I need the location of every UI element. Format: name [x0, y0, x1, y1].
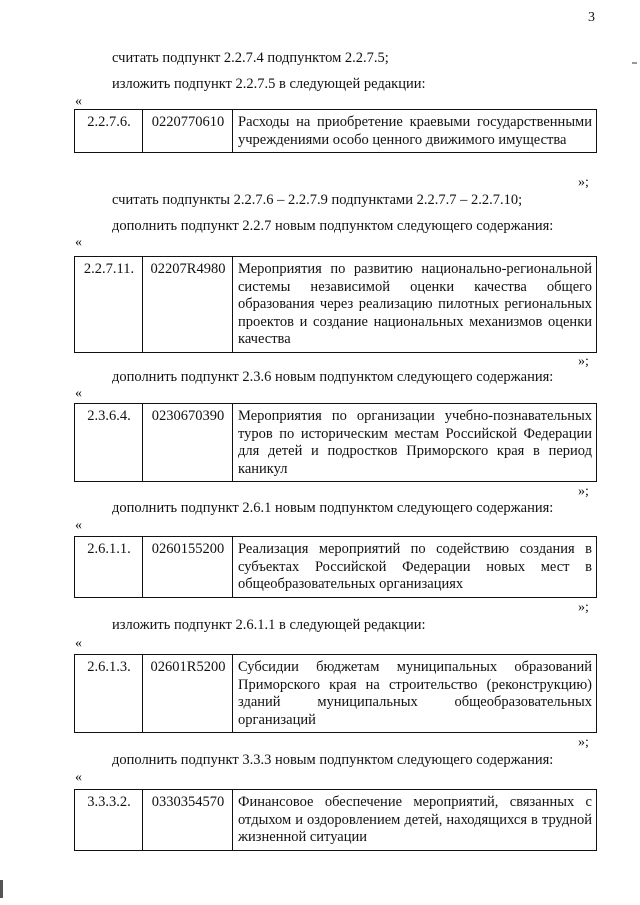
opening-quote: « [75, 386, 82, 401]
table-row [75, 257, 597, 353]
item-kbk-code: 02207R4980 [143, 257, 233, 353]
item-kbk-code: 02601R5200 [143, 655, 233, 733]
item-code: 3.3.3.2. [75, 790, 143, 851]
item-table [74, 109, 597, 153]
paragraph: дополнить подпункт 2.2.7 новым подпунктом следующего содержания: [112, 218, 554, 234]
item-table [74, 654, 597, 733]
item-kbk-code: 0220770610 [143, 110, 233, 153]
item-table [74, 789, 597, 851]
paragraph: дополнить подпункт 2.3.6 новым подпунктом следующего содержания: [112, 369, 554, 385]
opening-quote: « [75, 636, 82, 651]
table-row [75, 537, 597, 598]
table-row [75, 404, 597, 482]
item-kbk-code: 0260155200 [143, 537, 233, 598]
table-row [75, 655, 597, 733]
closing-quote: »; [578, 175, 589, 190]
table-row [75, 110, 597, 153]
paragraph: изложить подпункт 2.6.1.1 в следующей редакции: [112, 617, 426, 633]
item-description: Мероприятия по организации учебно-познавательных туров по историческим местам Российской Федерации для детей и подростков Приморского края в период каникул [233, 404, 597, 482]
opening-quote: « [75, 518, 82, 533]
paragraph: дополнить подпункт 3.3.3 новым подпунктом следующего содержания: [112, 752, 554, 768]
closing-quote: »; [578, 354, 589, 369]
item-table [74, 536, 597, 598]
item-table [74, 256, 597, 353]
item-description: Реализация мероприятий по содействию создания в субъектах Российской Федерации новых мест в общеобразовательных организациях [233, 537, 597, 598]
item-kbk-code: 0230670390 [143, 404, 233, 482]
item-description: Финансовое обеспечение мероприятий, связанных с отдыхом и оздоровлением детей, находящихся в трудной жизненной ситуации [233, 790, 597, 851]
item-code: 2.2.7.11. [75, 257, 143, 353]
page-number: 3 [588, 10, 595, 25]
item-description: Мероприятия по развитию национально-региональной системы независимой оценки качества общего образования через реализацию пилотных региональных проектов и создание национальных механизмов оценки качества [233, 257, 597, 353]
item-table [74, 403, 597, 482]
paragraph: считать подпункты 2.2.7.6 – 2.2.7.9 подпунктами 2.2.7.7 – 2.2.7.10; [112, 192, 523, 208]
paragraph: дополнить подпункт 2.6.1 новым подпунктом следующего содержания: [112, 500, 554, 516]
item-description: Расходы на приобретение краевыми государственными учреждениями особо ценного движимого имущества [233, 110, 597, 153]
item-code: 2.3.6.4. [75, 404, 143, 482]
item-description: Субсидии бюджетам муниципальных образований Приморского края на строительство (реконструкцию) зданий муниципальных общеобразовательных организаций [233, 655, 597, 733]
table-row [75, 790, 597, 851]
scan-mark [0, 880, 3, 898]
paragraph: изложить подпункт 2.2.7.5 в следующей редакции: [112, 76, 426, 92]
closing-quote: »; [578, 600, 589, 615]
closing-quote: »; [578, 484, 589, 499]
paragraph: считать подпункт 2.2.7.4 подпунктом 2.2.7.5; [112, 50, 389, 66]
item-kbk-code: 0330354570 [143, 790, 233, 851]
closing-quote: »; [578, 735, 589, 750]
opening-quote: « [75, 94, 82, 109]
item-code: 2.6.1.3. [75, 655, 143, 733]
item-code: 2.6.1.1. [75, 537, 143, 598]
item-code: 2.2.7.6. [75, 110, 143, 153]
scan-mark [632, 62, 637, 64]
opening-quote: « [75, 770, 82, 785]
opening-quote: « [75, 235, 82, 250]
